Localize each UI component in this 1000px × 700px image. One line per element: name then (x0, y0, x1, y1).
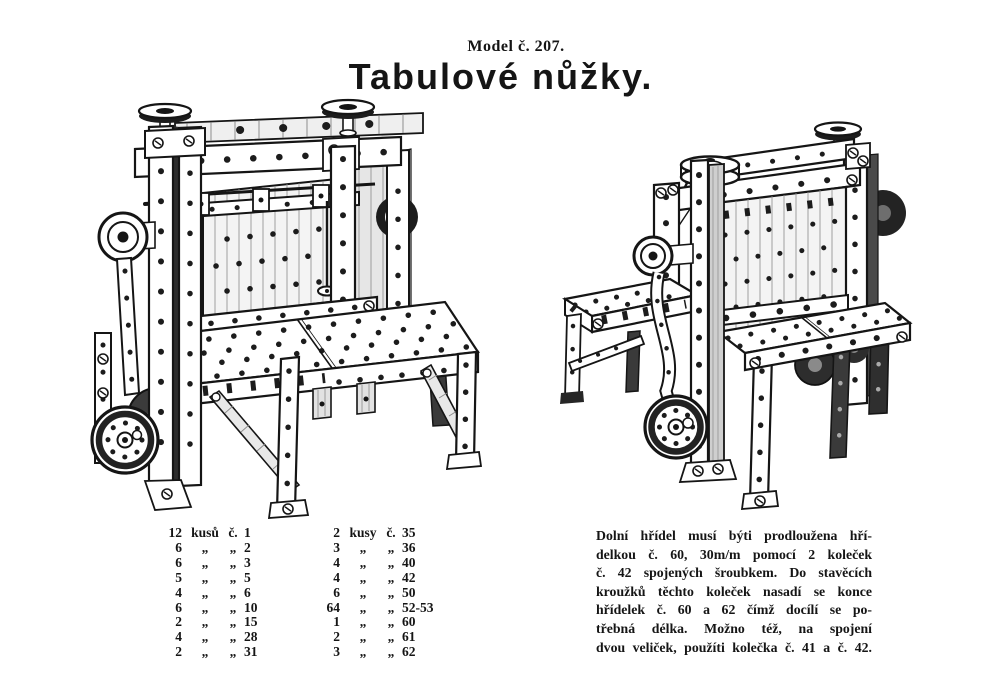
description-line: Dolní hřídel musí býti prodloužena hří- (596, 528, 872, 543)
parts-unit: „ (201, 539, 209, 555)
parts-number: 6 (244, 584, 251, 600)
parts-unit: „ (359, 614, 367, 630)
parts-row (150, 541, 282, 556)
parts-row (150, 571, 282, 586)
upper-pulley-icon (99, 213, 155, 261)
parts-row (308, 630, 448, 645)
parts-qty: 4 (333, 569, 340, 585)
parts-number: 28 (244, 629, 258, 645)
side-table (560, 279, 697, 404)
parts-row (308, 541, 448, 556)
description-line: třebná délka. Možno též, na spojení (596, 620, 872, 636)
parts-number: 2 (244, 539, 251, 555)
parts-qty: 2 (175, 614, 182, 630)
parts-unit: „ (201, 599, 209, 615)
parts-number: 61 (402, 629, 416, 645)
parts-row (150, 645, 282, 660)
parts-number: 31 (244, 644, 258, 660)
parts-cislo: „ (387, 554, 395, 570)
description-line: dvou veliček, použíti kolečka č. 41 a č. 42. (596, 639, 872, 655)
figure-front-view (75, 95, 505, 525)
parts-qty: 6 (175, 599, 182, 615)
parts-number: 42 (402, 569, 416, 585)
parts-row (150, 630, 282, 645)
parts-qty: 2 (333, 525, 340, 540)
parts-qty: 2 (175, 644, 182, 660)
parts-qty: 6 (333, 584, 340, 600)
description-line: č. 42 spojených šroubkem. Do stavěcích (596, 565, 872, 581)
parts-unit: „ (359, 644, 367, 660)
parts-row (150, 556, 282, 571)
parts-unit: „ (201, 584, 209, 600)
parts-row (308, 556, 448, 571)
parts-cislo: „ (387, 629, 395, 645)
parts-unit: „ (201, 554, 209, 570)
parts-qty: 2 (333, 629, 340, 645)
parts-number: 15 (244, 614, 258, 630)
parts-cislo: „ (229, 614, 237, 630)
parts-number: 40 (402, 554, 416, 570)
parts-qty: 64 (326, 599, 340, 615)
page-title: Tabulové nůžky. (348, 56, 654, 97)
parts-qty: 4 (175, 584, 182, 600)
parts-qty: 5 (175, 569, 182, 585)
crank-strip (117, 258, 139, 395)
description-paragraph (596, 527, 872, 657)
description-line: kroužků těchto koleček nasadí se konce (596, 583, 872, 599)
table-shears-front-drawing (75, 95, 505, 525)
parts-cislo: č. (228, 525, 238, 540)
figure-rear-view (558, 105, 988, 525)
parts-unit: „ (201, 569, 209, 585)
parts-unit: „ (201, 614, 209, 630)
front-flywheel-icon (92, 407, 158, 473)
parts-cislo: „ (229, 569, 237, 585)
parts-qty: 3 (333, 644, 340, 660)
parts-number: 5 (244, 569, 251, 585)
parts-cislo: č. (386, 525, 396, 540)
parts-cislo: „ (387, 614, 395, 630)
table-shears-rear-drawing (558, 105, 988, 525)
parts-qty: 3 (333, 539, 340, 555)
parts-qty: 12 (168, 525, 182, 540)
parts-unit: kusy (349, 525, 377, 540)
parts-unit: „ (359, 569, 367, 585)
parts-cislo: „ (229, 644, 237, 660)
parts-number: 36 (402, 539, 416, 555)
parts-unit: kusů (191, 525, 219, 540)
parts-cislo: „ (387, 599, 395, 615)
parts-row (308, 601, 448, 616)
parts-qty: 4 (175, 629, 182, 645)
table-front-leg (742, 355, 778, 509)
parts-unit: „ (201, 644, 209, 660)
parts-row (308, 645, 448, 660)
parts-unit: „ (359, 629, 367, 645)
parts-unit: „ (201, 629, 209, 645)
parts-row (308, 586, 448, 601)
parts-cislo: „ (387, 569, 395, 585)
parts-number: 60 (402, 614, 416, 630)
parts-list-right (308, 526, 448, 660)
parts-unit: „ (359, 554, 367, 570)
parts-row (150, 615, 282, 630)
parts-row (308, 526, 448, 541)
parts-row (150, 586, 282, 601)
parts-list-left (150, 526, 282, 660)
parts-unit: „ (359, 599, 367, 615)
description-line: delkou č. 60, 30m/m pomocí 2 koleček (596, 546, 872, 562)
parts-qty: 4 (333, 554, 340, 570)
parts-cislo: „ (229, 599, 237, 615)
parts-number: 10 (244, 599, 258, 615)
parts-cislo: „ (387, 539, 395, 555)
parts-row (150, 526, 282, 541)
parts-number: 35 (402, 525, 416, 540)
parts-qty: 1 (333, 614, 340, 630)
parts-cislo: „ (387, 584, 395, 600)
parts-unit: „ (359, 539, 367, 555)
mid-pulley-icon (634, 237, 693, 275)
parts-qty: 6 (175, 554, 182, 570)
parts-unit: „ (359, 584, 367, 600)
parts-cislo: „ (229, 584, 237, 600)
parts-cislo: „ (229, 539, 237, 555)
parts-number: 1 (244, 525, 251, 540)
parts-number: 52-53 (402, 599, 434, 615)
parts-row (308, 571, 448, 586)
model-number: Model č. 207. (467, 38, 565, 55)
parts-number: 50 (402, 584, 416, 600)
parts-cislo: „ (229, 629, 237, 645)
parts-row (150, 601, 282, 616)
parts-number: 62 (402, 644, 416, 660)
parts-row (308, 615, 448, 630)
parts-cislo: „ (387, 644, 395, 660)
parts-qty: 6 (175, 539, 182, 555)
parts-number: 3 (244, 554, 251, 570)
parts-cislo: „ (229, 554, 237, 570)
description-line: hřídelek č. 60 a 62 čímž docílí se po- (596, 602, 872, 618)
